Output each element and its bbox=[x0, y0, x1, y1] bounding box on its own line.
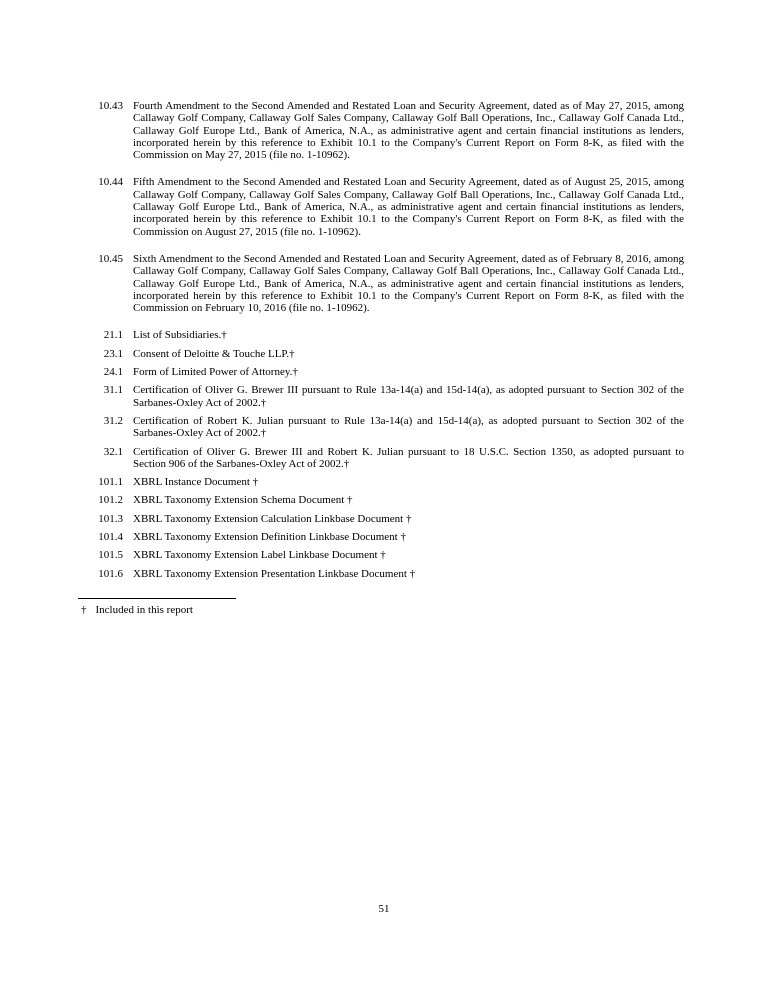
exhibit-row bbox=[78, 476, 684, 488]
exhibit-row bbox=[78, 384, 684, 409]
exhibit-number: 31.2 bbox=[103, 414, 123, 427]
exhibit-description: List of Subsidiaries.† bbox=[133, 329, 227, 342]
exhibit-row bbox=[78, 329, 684, 341]
exhibit-row bbox=[78, 415, 684, 440]
footnote-divider bbox=[78, 598, 236, 599]
exhibit-description: XBRL Taxonomy Extension Definition Linkbase Document † bbox=[133, 531, 406, 544]
exhibit-row bbox=[78, 568, 684, 580]
exhibit-number: 101.2 bbox=[98, 494, 123, 507]
exhibit-row bbox=[78, 494, 684, 506]
exhibit-number: 23.1 bbox=[103, 347, 123, 360]
exhibit-number: 10.43 bbox=[98, 100, 123, 112]
footnote-label: Included in this report bbox=[95, 604, 193, 616]
exhibit-row bbox=[78, 531, 684, 543]
exhibit-description: Consent of Deloitte & Touche LLP.† bbox=[133, 347, 295, 360]
exhibit-list bbox=[78, 100, 684, 586]
exhibit-number: 101.4 bbox=[98, 531, 123, 544]
exhibit-row bbox=[78, 348, 684, 360]
exhibit-description: XBRL Instance Document † bbox=[133, 476, 259, 489]
exhibit-number: 101.1 bbox=[98, 476, 123, 489]
exhibit-description: XBRL Taxonomy Extension Label Linkbase Document † bbox=[133, 549, 386, 562]
exhibit-number: 24.1 bbox=[103, 366, 123, 379]
footnote bbox=[78, 604, 684, 616]
exhibit-number: 21.1 bbox=[103, 329, 123, 342]
exhibit-description: Certification of Oliver G. Brewer III pursuant to Rule 13a-14(a) and 15d-14(a), as adopted pursuant to Section 302 of the Sarbanes-Oxley Act of 2002.† bbox=[133, 384, 684, 409]
exhibit-number: 101.3 bbox=[98, 512, 123, 525]
exhibit-row bbox=[78, 176, 684, 237]
exhibit-description: Form of Limited Power of Attorney.† bbox=[133, 366, 298, 379]
exhibit-description: XBRL Taxonomy Extension Schema Document † bbox=[133, 494, 353, 507]
exhibit-number: 10.44 bbox=[98, 176, 123, 189]
exhibit-description: Fourth Amendment to the Second Amended and Restated Loan and Security Agreement, dated as of May 27, 2015, among Callaway Golf Company, Callaway Golf Sales Company, Callaway Golf Ball Operations, Inc., Callaway Golf Canada Ltd., Callaway Golf Europe Ltd., Bank of America, N.A., as administrative agent and certain financial institutions as lenders, incorporated herein by this reference to Exhibit 10.1 to the Company's Current Report on Form 8-K, as filed with the Commission on May 27, 2015 (file no. 1-10962). bbox=[133, 100, 684, 162]
exhibit-description: XBRL Taxonomy Extension Presentation Linkbase Document † bbox=[133, 567, 416, 580]
exhibit-number: 31.1 bbox=[103, 384, 123, 397]
page-number: 51 bbox=[378, 903, 390, 915]
exhibit-row bbox=[78, 253, 684, 314]
exhibit-description: XBRL Taxonomy Extension Calculation Linkbase Document † bbox=[133, 512, 412, 525]
exhibit-row bbox=[78, 366, 684, 378]
footnote-section bbox=[78, 598, 684, 616]
exhibit-row bbox=[78, 446, 684, 471]
exhibit-row bbox=[78, 513, 684, 525]
exhibit-description: Certification of Oliver G. Brewer III and Robert K. Julian pursuant to 18 U.S.C. Section 1350, as adopted pursuant to Section 906 of the Sarbanes-Oxley Act of 2002.† bbox=[133, 445, 684, 470]
exhibit-row bbox=[78, 100, 684, 161]
exhibit-description: Certification of Robert K. Julian pursuant to Rule 13a-14(a) and 15d-14(a), as adopted pursuant to Section 302 of the Sarbanes-Oxley Act of 2002.† bbox=[133, 414, 684, 440]
exhibit-description: Sixth Amendment to the Second Amended and Restated Loan and Security Agreement, dated as of February 8, 2016, among Callaway Golf Company, Callaway Golf Sales Company, Callaway Golf Ball Operations, Inc., Callaway Golf Canada Ltd., Callaway Golf Europe Ltd., Bank of America, N.A., as administrative agent and certain financial institutions as lenders, incorporated herein by this reference to Exhibit 10.1 to the Company's Current Report on Form 8-K, as filed with the Commission on February 10, 2016 (file no. 1-10962). bbox=[133, 252, 684, 315]
dagger-symbol: † bbox=[81, 604, 87, 616]
exhibit-description: Fifth Amendment to the Second Amended and Restated Loan and Security Agreement, dated as of August 25, 2015, among Callaway Golf Company, Callaway Golf Sales Company, Callaway Golf Ball Operations, Inc., Callaway Golf Canada Ltd., Callaway Golf Europe Ltd., Bank of America, N.A., as administrative agent and certain financial institutions as lenders, incorporated herein by this reference to Exhibit 10.1 to the Company's Current Report on Form 8-K, as filed with the Commission on August 27, 2015 (file no. 1-10962). bbox=[133, 176, 684, 238]
exhibit-number: 101.5 bbox=[98, 549, 123, 562]
exhibit-row bbox=[78, 549, 684, 561]
exhibit-number: 32.1 bbox=[103, 445, 123, 458]
exhibit-number: 10.45 bbox=[98, 252, 123, 265]
exhibit-number: 101.6 bbox=[98, 567, 123, 580]
